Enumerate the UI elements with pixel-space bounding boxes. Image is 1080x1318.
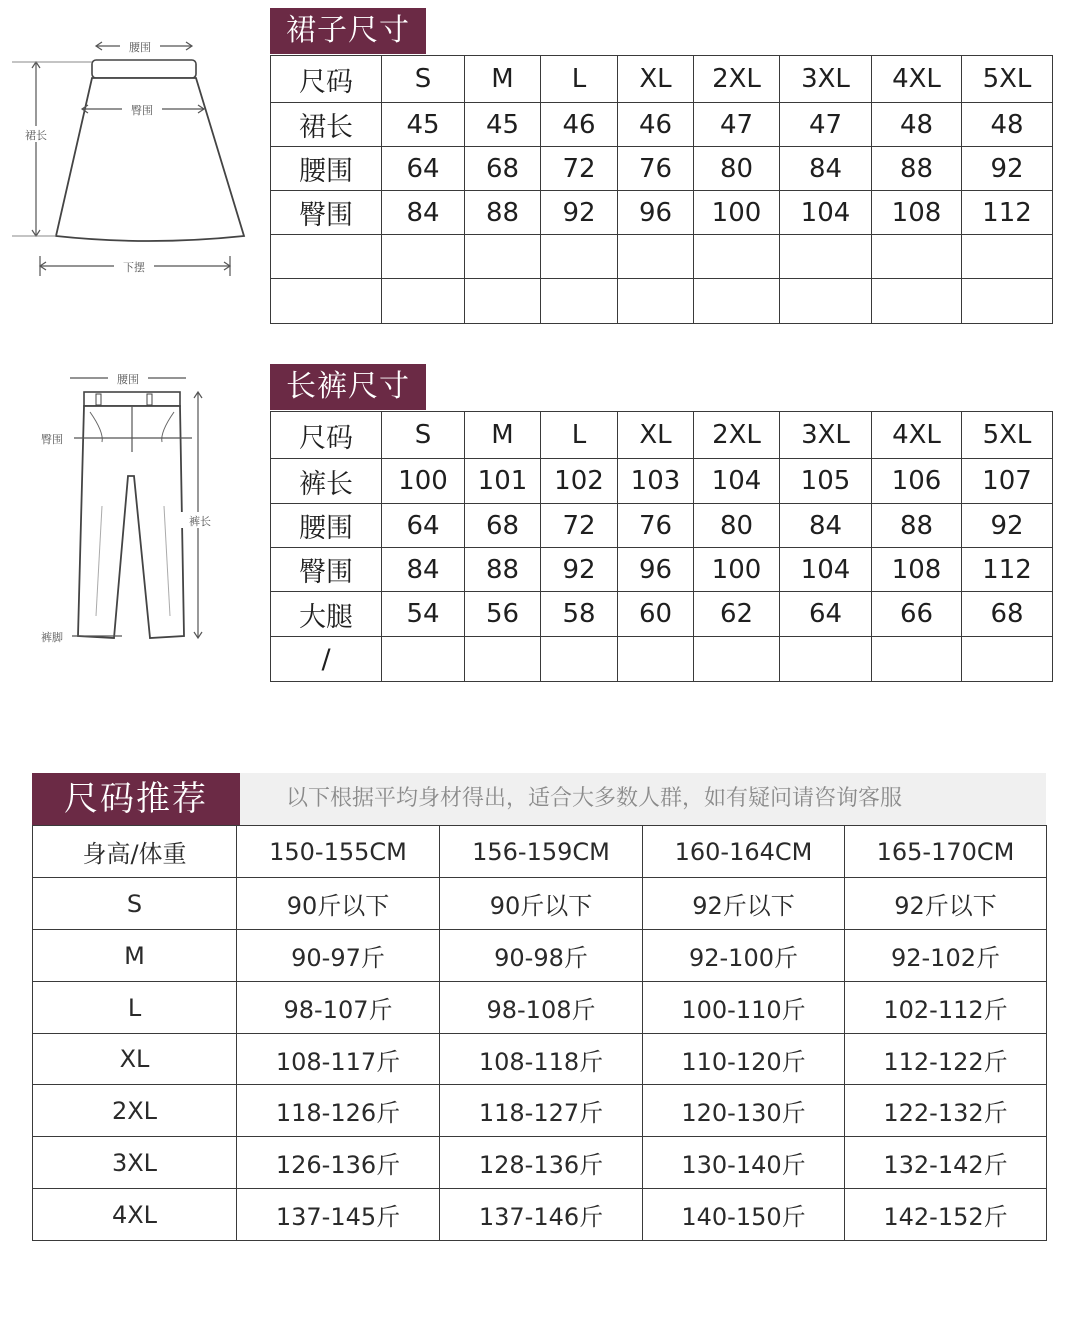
- table-row: [271, 103, 1053, 147]
- table-row-label: 3XL: [33, 1137, 237, 1189]
- pants-length-label: 裤长: [189, 515, 211, 528]
- table-row: [271, 592, 1053, 637]
- table-cell: 88: [872, 147, 962, 191]
- table-header-cell: XL: [618, 56, 694, 103]
- table-cell: 60: [618, 592, 694, 637]
- table-cell: 120-130斤: [643, 1085, 845, 1137]
- pants-size-title: 长裤尺寸: [270, 364, 426, 410]
- table-row-label: [271, 279, 382, 324]
- size-recommendation-note: 以下根据平均身材得出，适合大多数人群，如有疑问请咨询客服: [240, 773, 1046, 825]
- table-cell: 132-142斤: [845, 1137, 1047, 1189]
- table-row-label: 腰围: [271, 147, 382, 191]
- table-cell: [465, 235, 541, 279]
- table-header-cell: 尺码: [271, 56, 382, 103]
- table-cell: [382, 279, 465, 324]
- table-cell: 84: [382, 191, 465, 235]
- table-cell: 130-140斤: [643, 1137, 845, 1189]
- table-row: [271, 504, 1053, 548]
- table-row: [271, 459, 1053, 504]
- table-row: [33, 1137, 1047, 1189]
- table-row: [271, 191, 1053, 235]
- table-row: [33, 878, 1047, 930]
- table-cell: 96: [618, 191, 694, 235]
- pants-waist-label: 腰围: [117, 373, 139, 386]
- table-cell: [872, 235, 962, 279]
- table-cell: 66: [872, 592, 962, 637]
- table-cell: 92斤以下: [643, 878, 845, 930]
- table-cell: 88: [872, 504, 962, 548]
- table-row-label: [271, 235, 382, 279]
- table-cell: 92斤以下: [845, 878, 1047, 930]
- table-row: [271, 637, 1053, 682]
- table-cell: 90-97斤: [237, 930, 440, 982]
- table-cell: 140-150斤: [643, 1189, 845, 1241]
- table-row: [33, 982, 1047, 1034]
- table-cell: 104: [780, 191, 872, 235]
- table-header-cell: 身高/体重: [33, 826, 237, 878]
- table-cell: [962, 637, 1053, 682]
- table-cell: 92-102斤: [845, 930, 1047, 982]
- table-header-cell: L: [541, 412, 618, 459]
- table-cell: 92: [541, 548, 618, 592]
- table-row-label: XL: [33, 1034, 237, 1085]
- table-cell: 88: [465, 548, 541, 592]
- table-header-cell: XL: [618, 412, 694, 459]
- table-cell: 108: [872, 548, 962, 592]
- table-cell: 90斤以下: [237, 878, 440, 930]
- table-cell: 112: [962, 548, 1053, 592]
- table-cell: 64: [780, 592, 872, 637]
- table-cell: [618, 235, 694, 279]
- table-cell: 92: [962, 147, 1053, 191]
- table-row: [33, 1189, 1047, 1241]
- table-cell: 72: [541, 147, 618, 191]
- table-header-cell: 5XL: [962, 56, 1053, 103]
- table-cell: 68: [465, 147, 541, 191]
- table-header-row: [33, 826, 1047, 878]
- table-cell: 48: [872, 103, 962, 147]
- table-cell: 84: [780, 504, 872, 548]
- table-cell: 45: [465, 103, 541, 147]
- table-cell: 68: [962, 592, 1053, 637]
- table-cell: [694, 637, 780, 682]
- skirt-waist-label: 腰围: [129, 41, 151, 54]
- table-cell: 92-100斤: [643, 930, 845, 982]
- table-cell: 137-145斤: [237, 1189, 440, 1241]
- table-cell: 46: [618, 103, 694, 147]
- table-header-cell: 4XL: [872, 412, 962, 459]
- table-cell: 56: [465, 592, 541, 637]
- table-cell: [382, 637, 465, 682]
- table-cell: 108-118斤: [440, 1034, 643, 1085]
- table-cell: [541, 279, 618, 324]
- table-cell: 62: [694, 592, 780, 637]
- pants-diagram: [30, 366, 230, 656]
- table-cell: 104: [694, 459, 780, 504]
- table-cell: 106: [872, 459, 962, 504]
- table-cell: 92: [962, 504, 1053, 548]
- skirt-size-title: 裙子尺寸: [270, 8, 426, 54]
- table-row: [271, 548, 1053, 592]
- table-cell: 45: [382, 103, 465, 147]
- table-cell: 84: [780, 147, 872, 191]
- table-cell: 105: [780, 459, 872, 504]
- table-cell: 90斤以下: [440, 878, 643, 930]
- table-header-cell: 160-164CM: [643, 826, 845, 878]
- table-cell: 54: [382, 592, 465, 637]
- table-cell: 112: [962, 191, 1053, 235]
- table-row: [33, 1085, 1047, 1137]
- table-cell: 126-136斤: [237, 1137, 440, 1189]
- table-header-cell: 165-170CM: [845, 826, 1047, 878]
- table-cell: 102: [541, 459, 618, 504]
- skirt-hip-label: 臀围: [131, 104, 153, 117]
- table-cell: 108: [872, 191, 962, 235]
- table-row: [271, 279, 1053, 324]
- pants-hip-label: 臀围: [41, 433, 63, 446]
- table-cell: 102-112斤: [845, 982, 1047, 1034]
- table-header-row: [271, 412, 1053, 459]
- table-cell: 107: [962, 459, 1053, 504]
- table-cell: 137-146斤: [440, 1189, 643, 1241]
- table-cell: 112-122斤: [845, 1034, 1047, 1085]
- table-cell: 110-120斤: [643, 1034, 845, 1085]
- table-row-label: /: [271, 637, 382, 682]
- table-row: [33, 930, 1047, 982]
- table-row-label: S: [33, 878, 237, 930]
- skirt-length-label: 裙长: [25, 129, 47, 142]
- table-cell: [872, 637, 962, 682]
- table-cell: 142-152斤: [845, 1189, 1047, 1241]
- table-cell: 100: [694, 191, 780, 235]
- table-cell: 80: [694, 147, 780, 191]
- table-header-cell: 5XL: [962, 412, 1053, 459]
- table-cell: 68: [465, 504, 541, 548]
- table-row-label: 裤长: [271, 459, 382, 504]
- table-cell: 88: [465, 191, 541, 235]
- table-cell: 100: [382, 459, 465, 504]
- table-cell: [780, 279, 872, 324]
- table-cell: [962, 279, 1053, 324]
- table-cell: [618, 279, 694, 324]
- table-cell: 101: [465, 459, 541, 504]
- table-row-label: L: [33, 982, 237, 1034]
- table-header-cell: S: [382, 412, 465, 459]
- table-cell: [465, 637, 541, 682]
- table-header-cell: S: [382, 56, 465, 103]
- table-cell: 108-117斤: [237, 1034, 440, 1085]
- table-row: [33, 1034, 1047, 1085]
- table-header-cell: 2XL: [694, 412, 780, 459]
- pants-leg-label: 裤脚: [41, 631, 63, 644]
- table-header-row: [271, 56, 1053, 103]
- table-row-label: M: [33, 930, 237, 982]
- table-header-cell: 156-159CM: [440, 826, 643, 878]
- table-cell: 47: [780, 103, 872, 147]
- table-cell: 100-110斤: [643, 982, 845, 1034]
- table-row-label: 臀围: [271, 548, 382, 592]
- size-recommendation-table: [32, 825, 1047, 1241]
- table-cell: [962, 235, 1053, 279]
- table-row-label: 臀围: [271, 191, 382, 235]
- table-header-cell: 尺码: [271, 412, 382, 459]
- table-header-cell: 2XL: [694, 56, 780, 103]
- table-row: [271, 147, 1053, 191]
- table-cell: 48: [962, 103, 1053, 147]
- table-row-label: 4XL: [33, 1189, 237, 1241]
- table-cell: 128-136斤: [440, 1137, 643, 1189]
- table-cell: 98-107斤: [237, 982, 440, 1034]
- table-header-cell: M: [465, 56, 541, 103]
- table-header-cell: 4XL: [872, 56, 962, 103]
- table-row-label: 腰围: [271, 504, 382, 548]
- table-cell: 90-98斤: [440, 930, 643, 982]
- table-row: [271, 235, 1053, 279]
- table-cell: 76: [618, 147, 694, 191]
- table-header-cell: M: [465, 412, 541, 459]
- table-cell: 92: [541, 191, 618, 235]
- table-row-label: 大腿: [271, 592, 382, 637]
- table-cell: 80: [694, 504, 780, 548]
- table-cell: [618, 637, 694, 682]
- size-recommendation-title: 尺码推荐: [32, 773, 240, 825]
- skirt-size-table: [270, 55, 1053, 324]
- table-cell: 64: [382, 147, 465, 191]
- skirt-diagram: [8, 28, 258, 298]
- table-header-cell: 3XL: [780, 412, 872, 459]
- table-cell: [872, 279, 962, 324]
- table-cell: 72: [541, 504, 618, 548]
- table-cell: 84: [382, 548, 465, 592]
- table-cell: 122-132斤: [845, 1085, 1047, 1137]
- table-cell: [382, 235, 465, 279]
- table-cell: 103: [618, 459, 694, 504]
- table-header-cell: 150-155CM: [237, 826, 440, 878]
- table-cell: 96: [618, 548, 694, 592]
- table-cell: 104: [780, 548, 872, 592]
- table-row-label: 2XL: [33, 1085, 237, 1137]
- table-cell: 46: [541, 103, 618, 147]
- table-cell: [541, 637, 618, 682]
- pants-size-table: [270, 411, 1053, 682]
- table-row-label: 裙长: [271, 103, 382, 147]
- table-cell: 98-108斤: [440, 982, 643, 1034]
- table-cell: [465, 279, 541, 324]
- table-header-cell: L: [541, 56, 618, 103]
- table-cell: 118-126斤: [237, 1085, 440, 1137]
- table-cell: 58: [541, 592, 618, 637]
- table-cell: 64: [382, 504, 465, 548]
- table-header-cell: 3XL: [780, 56, 872, 103]
- table-cell: 118-127斤: [440, 1085, 643, 1137]
- skirt-hem-label: 下摆: [123, 261, 145, 274]
- table-cell: [780, 637, 872, 682]
- table-cell: 47: [694, 103, 780, 147]
- table-cell: [694, 235, 780, 279]
- table-cell: [694, 279, 780, 324]
- table-cell: [541, 235, 618, 279]
- table-cell: [780, 235, 872, 279]
- table-cell: 100: [694, 548, 780, 592]
- table-cell: 76: [618, 504, 694, 548]
